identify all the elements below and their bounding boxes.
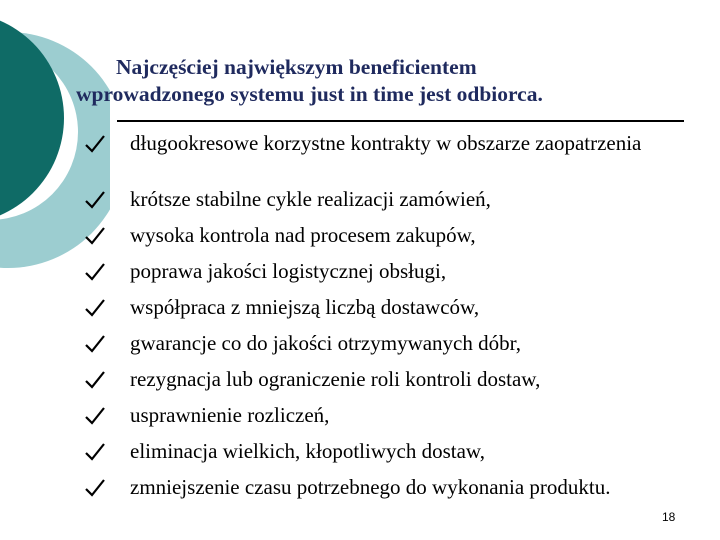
- checkmark-icon: [84, 478, 106, 498]
- list-item: [84, 181, 664, 217]
- list-item: [84, 253, 664, 289]
- checkmark-icon: [84, 298, 106, 318]
- checkmark-icon: [84, 134, 106, 154]
- checkmark-icon: [84, 442, 106, 462]
- bullet-text: rezygnacja lub ograniczenie roli kontroli dostaw,: [130, 367, 541, 391]
- checkmark-icon: [84, 334, 106, 354]
- list-item: [84, 361, 664, 397]
- bullet-text: wysoka kontrola nad procesem zakupów,: [130, 223, 476, 247]
- list-item: [84, 325, 664, 361]
- bullet-text: poprawa jakości logistycznej obsługi,: [130, 259, 447, 283]
- title-line-2: wprowadzonego systemu just in time jest odbiorca.: [76, 82, 543, 106]
- checkmark-icon: [84, 190, 106, 210]
- title-underline: [117, 120, 684, 122]
- list-item: [84, 217, 664, 253]
- bullet-text: długookresowe korzystne kontrakty w obszarze zaopatrzenia: [130, 131, 642, 155]
- list-item: [84, 433, 664, 469]
- list-item: [84, 469, 664, 499]
- bullet-text: krótsze stabilne cykle realizacji zamówień,: [130, 187, 491, 211]
- checkmark-icon: [84, 226, 106, 246]
- bullet-text: gwarancje co do jakości otrzymywanych dóbr,: [130, 331, 522, 355]
- bullet-text: eliminacja wielkich, kłopotliwych dostaw,: [130, 439, 485, 463]
- bullet-list: [84, 126, 664, 499]
- list-item: [84, 289, 664, 325]
- checkmark-icon: [84, 262, 106, 282]
- list-item: [84, 126, 664, 181]
- list-item: [84, 397, 664, 433]
- bullet-text: usprawnienie rozliczeń,: [130, 403, 330, 427]
- bullet-text: współpraca z mniejszą liczbą dostawców,: [130, 295, 480, 319]
- slide-title: [76, 54, 676, 108]
- title-line-1: Najczęściej największym beneficientem: [116, 55, 477, 79]
- checkmark-icon: [84, 370, 106, 390]
- bullet-text: zmniejszenie czasu potrzebnego do wykonania produktu.: [130, 475, 611, 499]
- page-number: 18: [662, 510, 676, 524]
- checkmark-icon: [84, 406, 106, 426]
